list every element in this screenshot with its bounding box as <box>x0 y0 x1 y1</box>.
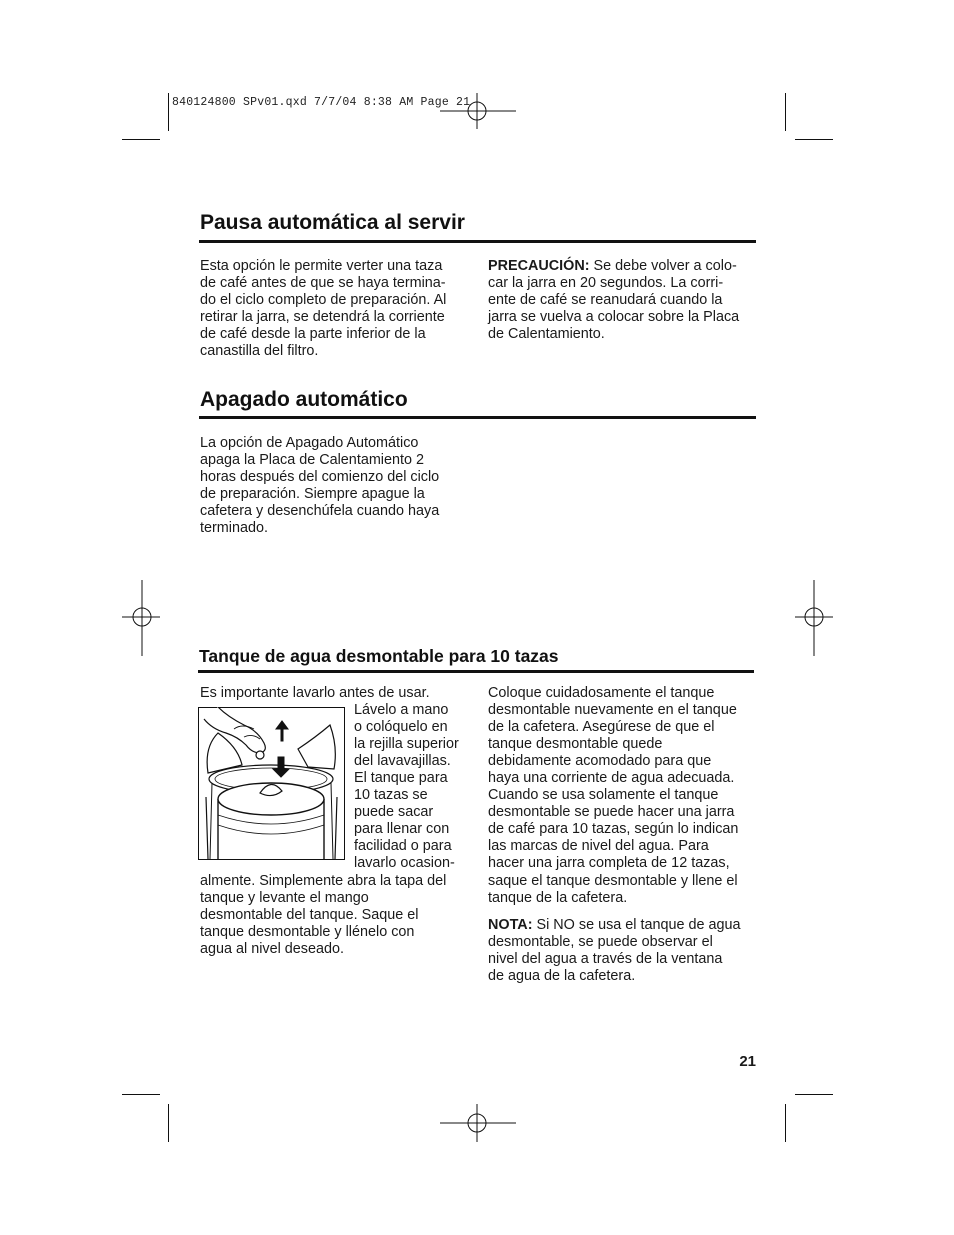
text-line: del lavavajillas. <box>354 753 451 770</box>
text-line: horas después del comienzo del ciclo <box>200 469 440 486</box>
text-line: nivel del agua a través de la ventana <box>488 951 723 968</box>
caution-label: PRECAUCIÓN: <box>488 258 590 274</box>
text-line: lavarlo ocasion- <box>354 855 455 872</box>
tank-note <box>488 917 758 985</box>
text-line: agua al nivel deseado. <box>200 941 345 958</box>
text-line: 10 tazas se <box>354 787 428 804</box>
text-line: puede sacar <box>354 804 434 821</box>
pause-description <box>200 258 475 360</box>
text-line: de café para 10 tazas, según lo indican <box>488 821 739 838</box>
text-line: debidamente acomodado para que <box>488 753 712 770</box>
text-line <box>488 258 758 275</box>
note-label: NOTA: <box>488 917 533 933</box>
text-line: Coloque cuidadosamente el tanque <box>488 685 715 701</box>
text-line: de la cafetera. Asegúrese de que el <box>488 719 715 736</box>
note-text: Si NO se usa el tanque de agua <box>532 917 741 933</box>
text-line: o colóquelo en <box>354 719 448 736</box>
text-line: car la jarra en 20 segundos. La corri- <box>488 275 724 292</box>
text-line: la rejilla superior <box>354 736 459 753</box>
text-line: para llenar con <box>354 821 450 838</box>
crop-mark <box>785 1104 786 1142</box>
crop-mark <box>122 1094 160 1095</box>
text-line: de Calentamiento. <box>488 326 605 343</box>
text-line: terminado. <box>200 520 268 537</box>
tank-right-text <box>488 685 758 907</box>
crop-mark <box>795 139 833 140</box>
text-line: de café antes de que se haya termina- <box>200 275 446 292</box>
crop-mark <box>785 93 786 131</box>
text-line: desmontable, se puede observar el <box>488 934 713 951</box>
text-line: apaga la Placa de Calentamiento 2 <box>200 452 425 469</box>
crop-mark <box>168 1104 169 1142</box>
text-line: desmontable nuevamente en el tanque <box>488 702 737 719</box>
text-line: Cuando se usa solamente el tanque <box>488 787 719 804</box>
text-line: Lávelo a mano <box>354 702 449 718</box>
text-line: tanque desmontable y llénelo con <box>200 924 415 941</box>
tank-intro: Es importante lavarlo antes de usar. <box>200 685 430 701</box>
text-line <box>488 917 758 934</box>
pause-caution <box>488 258 758 343</box>
registration-mark <box>122 580 160 656</box>
text-line: desmontable del tanque. Saque el <box>200 907 419 924</box>
text-line: haya una corriente de agua adecuada. <box>488 770 735 787</box>
caution-text: Se debe volver a colo- <box>589 258 737 274</box>
text-line: de preparación. Siempre apague la <box>200 486 425 503</box>
crop-mark <box>168 93 169 131</box>
registration-mark <box>440 1104 516 1142</box>
text-line: de café desde la parte inferior de la <box>200 326 426 343</box>
text-line: las marcas de nivel del agua. Para <box>488 838 709 855</box>
registration-mark <box>795 580 833 656</box>
text-line: almente. Simplemente abra la tapa del <box>200 873 447 889</box>
section-rule <box>199 416 756 419</box>
section-title-shutoff: Apagado automático <box>200 388 408 411</box>
crop-mark <box>122 139 160 140</box>
text-line: do el ciclo completo de preparación. Al <box>200 292 447 309</box>
text-line: cafetera y desenchúfela cuando haya <box>200 503 440 520</box>
tank-tail-text <box>200 873 475 958</box>
text-line: El tanque para <box>354 770 448 787</box>
text-line: retirar la jarra, se detendrá la corriente <box>200 309 445 326</box>
section-rule <box>198 670 754 673</box>
page-number: 21 <box>739 1053 756 1070</box>
section-title-tank: Tanque de agua desmontable para 10 tazas <box>199 646 559 666</box>
text-line: tanque desmontable quede <box>488 736 663 753</box>
text-line: La opción de Apagado Automático <box>200 435 419 451</box>
tank-wrap-text <box>354 702 466 872</box>
text-line: Esta opción le permite verter una taza <box>200 258 443 274</box>
text-line: hacer una jarra completa de 12 tazas, <box>488 855 730 872</box>
text-line: facilidad o para <box>354 838 452 855</box>
shutoff-description <box>200 435 475 537</box>
text-line: jarra se vuelva a colocar sobre la Placa <box>488 309 740 326</box>
text-line: tanque de la cafetera. <box>488 889 628 906</box>
water-tank-illustration <box>198 707 345 860</box>
text-line: de agua de la cafetera. <box>488 968 636 985</box>
text-line: tanque y levante el mango <box>200 890 369 907</box>
text-line: saque el tanque desmontable y llene el <box>488 872 738 889</box>
section-rule <box>199 240 756 243</box>
section-title-pause: Pausa automática al servir <box>200 211 465 234</box>
text-line: desmontable se puede hacer una jarra <box>488 804 735 821</box>
crop-mark <box>795 1094 833 1095</box>
registration-mark <box>440 93 516 129</box>
text-line: ente de café se reanudará cuando la <box>488 292 723 309</box>
print-slug-line: 840124800 SPv01.qxd 7/7/04 8:38 AM Page 21 <box>172 96 471 109</box>
text-line: canastilla del filtro. <box>200 343 319 360</box>
